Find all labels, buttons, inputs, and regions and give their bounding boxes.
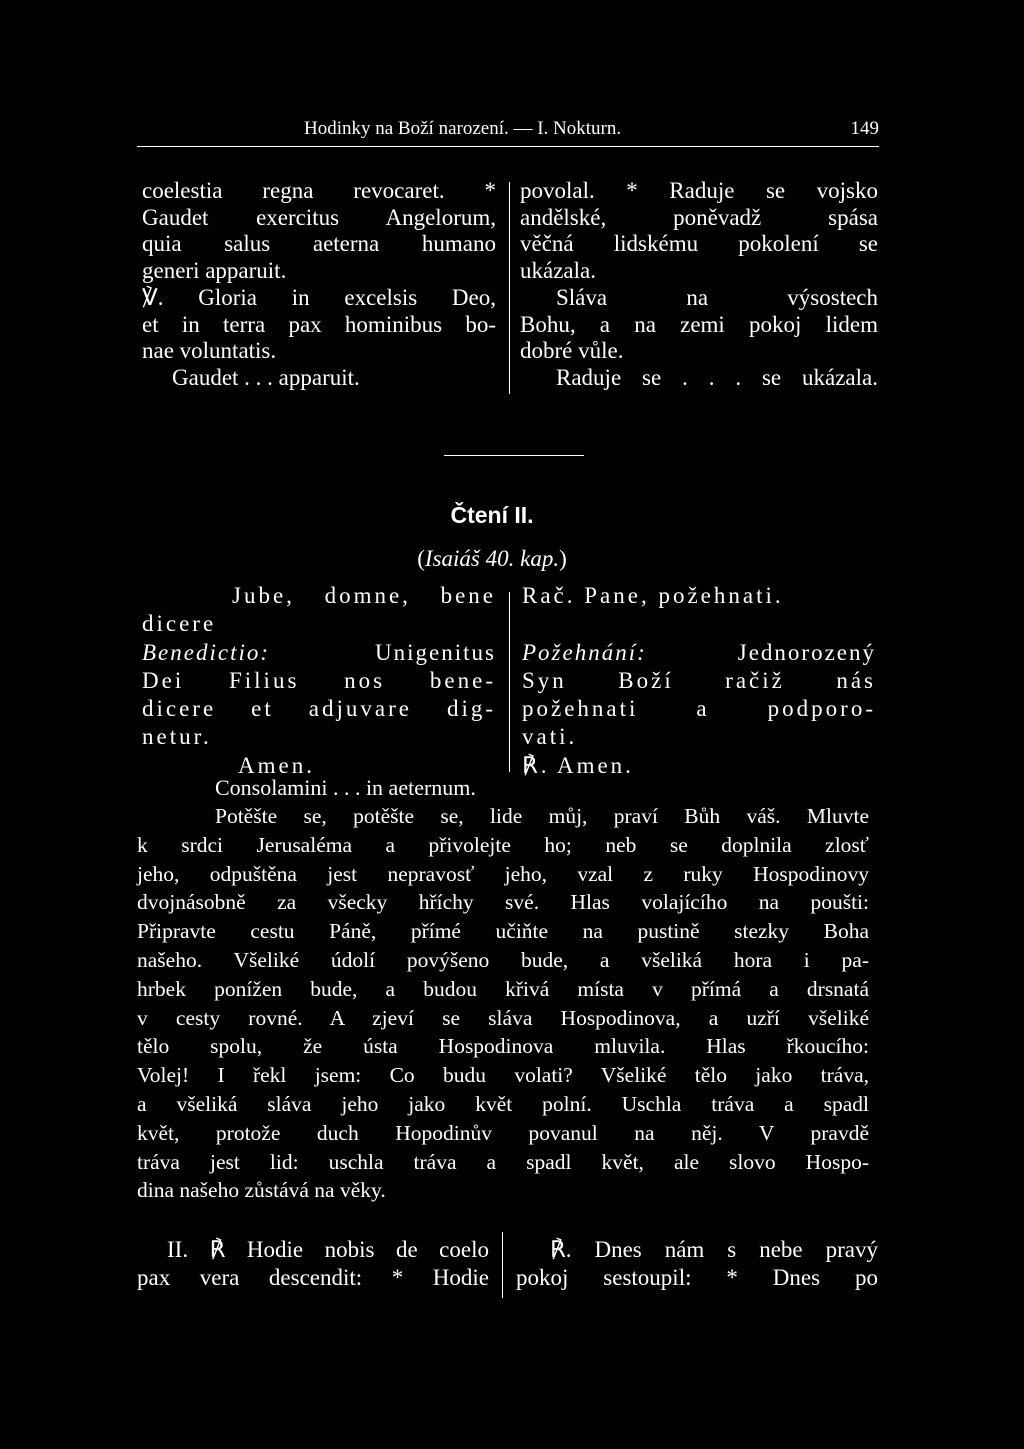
hymn-latin-line: Gaudet exercitus Angelorum, xyxy=(142,204,496,230)
body-line: jeho, odpuštěna jest nepravosť jeho, vzal z ruky Hospodinovy xyxy=(137,861,869,886)
reading-source-text: Isaiáš 40. kap. xyxy=(424,546,560,571)
responsory-czech-line: ℟. Dnes nám s nebe pravý xyxy=(550,1237,878,1262)
page-number: 149 xyxy=(850,118,879,139)
hymn-czech-column xyxy=(520,178,878,392)
hymn-latin-column xyxy=(142,178,496,392)
blessing-czech-amen: ℟. Amen. xyxy=(522,752,634,778)
responsory-czech-column xyxy=(516,1236,878,1292)
blessing-czech-line: vati. xyxy=(522,724,578,750)
hymn-latin-line: nae voluntatis. xyxy=(142,338,277,364)
hymn-czech-line: Bohu, a na zemi pokoj lidem xyxy=(520,311,878,337)
blessing-latin-line: dicere xyxy=(142,611,217,637)
reading-title: Čtení II. xyxy=(450,502,534,528)
responsory-czech-line: pokoj sestoupil: * Dnes po xyxy=(516,1265,878,1290)
blessing-latin-amen: Amen. xyxy=(238,752,315,778)
blessing-latin-line: dicere et adjuvare dig- xyxy=(142,696,496,722)
column-divider-bottom xyxy=(502,1232,503,1298)
blessing-latin-line: Jube, domne, bene xyxy=(232,583,496,608)
hymn-czech-line: povolal. * Raduje se vojsko xyxy=(520,178,878,203)
running-title: Hodinky na Boží narození. — I. Nokturn. xyxy=(304,118,622,139)
hymn-latin-line: coelestia regna revocaret. * xyxy=(142,178,496,203)
body-line: dvojnásobně za všecky hříchy své. Hlas volajícího na poušti: xyxy=(137,890,869,915)
section-rule xyxy=(444,455,584,456)
body-line: Volej! I řekl jsem: Co budu volati? Všeliké tělo jako tráva, xyxy=(137,1063,869,1088)
hymn-czech-line: andělské, poněvadž spása xyxy=(520,204,878,230)
pozehnani-label: Požehnání: xyxy=(522,639,647,665)
body-line: v cesty rovné. A zjeví se sláva Hospodinova, a uzří všeliké xyxy=(137,1005,869,1030)
column-divider-mid xyxy=(509,592,510,772)
hymn-czech-line: ukázala. xyxy=(520,258,596,284)
header-rule xyxy=(137,146,879,147)
blessing-czech-column xyxy=(522,582,876,780)
hymn-czech-line: Sláva na výsostech xyxy=(556,284,878,310)
blessing-latin-column xyxy=(142,582,496,780)
blessing-czech-spacer xyxy=(522,610,876,638)
responsory-latin-line: pax vera descendit: * Hodie xyxy=(137,1265,489,1290)
body-line: a všeliká sláva jeho jako květ polní. Uschla tráva a spadl xyxy=(137,1091,869,1116)
body-line: hrbek ponížen bude, a budou křivá místa v přímá a drsnatá xyxy=(137,976,869,1001)
body-line: květ, protože duch Hopodinův povanul na něj. V pravdě xyxy=(137,1120,869,1145)
blessing-latin-line: netur. xyxy=(142,724,212,750)
responsory-latin-line: II. ℟ Hodie nobis de coelo xyxy=(167,1237,489,1262)
hymn-latin-line: generi apparuit. xyxy=(142,258,287,284)
body-line: Potěšte se, potěšte se, lide můj, praví Bůh váš. Mluvte xyxy=(215,804,869,828)
column-divider-top xyxy=(509,182,510,394)
hymn-latin-line: ℣. Gloria in excelsis Deo, xyxy=(142,284,496,310)
blessing-czech-line: Rač. Pane, požehnati. xyxy=(522,583,784,608)
hymn-latin-line: quia salus aeterna humano xyxy=(142,231,496,257)
blessing-czech-line: Syn Boží račiž nás xyxy=(522,667,876,693)
reading-source: (Isaiáš 40. kap.) xyxy=(417,546,567,571)
benedictio-label: Benedictio: xyxy=(142,639,271,665)
reading-body xyxy=(137,774,879,803)
body-line: našeho. Všeliké údolí povýšeno bude, a všeliká hora i pa- xyxy=(137,947,869,972)
blessing-latin-line: Dei Filius nos bene- xyxy=(142,667,496,693)
blessing-czech-line: Požehnání: Jednorozený xyxy=(522,639,876,665)
body-line: tráva jest lid: uschla tráva a spadl květ, ale slovo Hospo- xyxy=(137,1149,869,1174)
responsory-latin-column xyxy=(137,1236,489,1292)
hymn-czech-line: věčná lidskému pokolení se xyxy=(520,231,878,257)
hymn-latin-line: et in terra pax hominibus bo- xyxy=(142,311,496,337)
hymn-latin-line: Gaudet . . . apparuit. xyxy=(172,364,360,390)
blessing-latin-line: Benedictio: Unigenitus xyxy=(142,639,496,665)
hymn-czech-line: Raduje se . . . se ukázala. xyxy=(556,364,878,390)
hymn-czech-line: dobré vůle. xyxy=(520,338,624,364)
body-line: dina našeho zůstává na věky. xyxy=(137,1178,386,1203)
reading-incipit: Consolamini . . . in aeternum. xyxy=(215,775,476,800)
body-line: tělo spolu, že ústa Hospodinova mluvila. Hlas řkoucího: xyxy=(137,1034,869,1059)
body-line: k srdci Jerusaléma a přivolejte ho; neb se doplnila zlosť xyxy=(137,832,869,857)
reading-text xyxy=(137,802,869,1205)
blessing-czech-line: požehnati a podporo- xyxy=(522,696,876,722)
body-line: Připravte cestu Páně, přímé učiňte na pustině stezky Boha xyxy=(137,919,869,944)
